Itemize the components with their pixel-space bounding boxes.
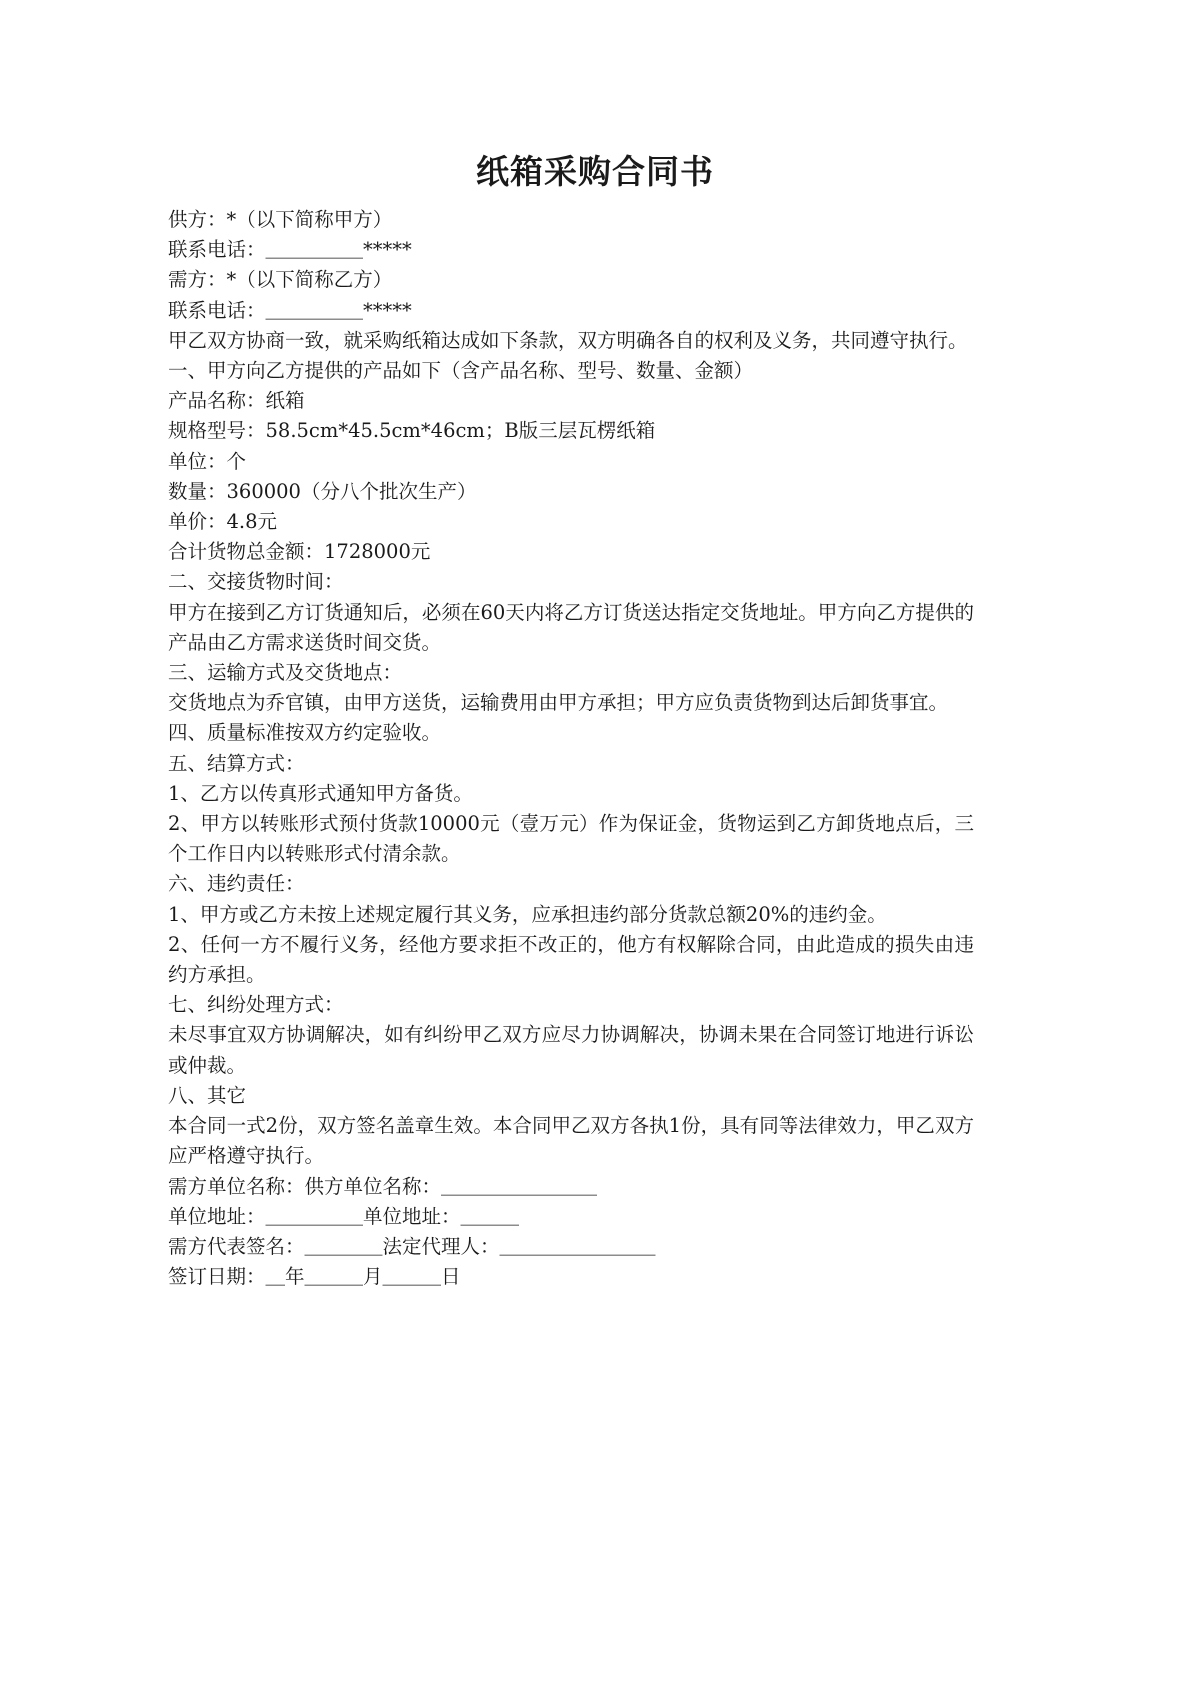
signature-line-representatives: 需方代表签名：＿＿＿＿法定代理人：＿＿＿＿＿＿＿＿	[168, 1234, 656, 1258]
contract-body	[168, 205, 974, 1292]
contract-section-5-heading: 五、结算方式：	[168, 751, 305, 775]
signature-line-addresses: 单位地址：＿＿＿＿＿单位地址：＿＿＿	[168, 1204, 520, 1228]
signature-line-unit-names: 需方单位名称：供方单位名称：＿＿＿＿＿＿＿＿	[168, 1174, 598, 1198]
contract-section-7-heading: 七、纠纷处理方式：	[168, 993, 344, 1017]
contract-line-buyer: 需方：*（以下简称乙方）	[168, 268, 393, 292]
contract-section-8-body: 本合同一式2份，双方签名盖章生效。本合同甲乙双方各执1份，具有同等法律效力，甲乙双方应严格遵守执行。	[168, 1114, 974, 1168]
contract-line-buyer-phone: 联系电话：＿＿＿＿＿*****	[168, 298, 412, 322]
contract-line-quantity: 数量：360000（分八个批次生产）	[168, 479, 477, 503]
contract-line-unit-price: 单价：4.8元	[168, 510, 278, 534]
contract-section-4: 四、质量标准按双方约定验收。	[168, 721, 442, 745]
contract-section-6-item-1: 1、甲方或乙方未按上述规定履行其义务，应承担违约部分货款总额20%的违约金。	[168, 902, 887, 926]
contract-line-product-name: 产品名称：纸箱	[168, 389, 305, 413]
contract-line-supplier-phone: 联系电话：＿＿＿＿＿*****	[168, 238, 412, 262]
contract-section-5-item-2: 2、甲方以转账形式预付货款10000元（壹万元）作为保证金，货物运到乙方卸货地点后，三个工作日内以转账形式付清余款。	[168, 812, 974, 866]
contract-section-1-heading: 一、甲方向乙方提供的产品如下（含产品名称、型号、数量、金额）	[168, 359, 754, 383]
contract-line-preamble: 甲乙双方协商一致，就采购纸箱达成如下条款，双方明确各自的权利及义务，共同遵守执行。	[168, 328, 968, 352]
contract-section-6-item-2: 2、任何一方不履行义务，经他方要求拒不改正的，他方有权解除合同，由此造成的损失由违约方承担。	[168, 932, 974, 987]
contract-line-total-amount: 合计货物总金额：1728000元	[168, 540, 431, 564]
contract-section-7-body: 未尽事宜双方协调解决，如有纠纷甲乙双方应尽力协调解决，协调未果在合同签订地进行诉讼或仲裁。	[168, 1023, 974, 1077]
contract-section-3-body: 交货地点为乔官镇，由甲方送货，运输费用由甲方承担；甲方应负责货物到达后卸货事宜。	[168, 691, 949, 715]
contract-section-3-heading: 三、运输方式及交货地点：	[168, 661, 403, 685]
contract-section-5-item-1: 1、乙方以传真形式通知甲方备货。	[168, 781, 473, 805]
signature-line-date: 签订日期：＿年＿＿＿月＿＿＿日	[168, 1265, 461, 1289]
contract-line-unit: 单位：个	[168, 449, 247, 473]
page-title: 纸箱采购合同书	[476, 152, 714, 191]
contract-section-2-heading: 二、交接货物时间：	[168, 570, 344, 594]
contract-line-supplier: 供方：*（以下简称甲方）	[168, 208, 393, 231]
contract-section-2-body: 甲方在接到乙方订货通知后，必须在60天内将乙方订货送达指定交货地址。甲方向乙方提供的产品由乙方需求送货时间交货。	[168, 600, 974, 654]
contract-section-8-heading: 八、其它	[168, 1083, 247, 1107]
contract-section-6-heading: 六、违约责任：	[168, 872, 305, 896]
contract-line-spec-model: 规格型号：58.5cm*45.5cm*46cm；B版三层瓦楞纸箱	[168, 419, 656, 443]
